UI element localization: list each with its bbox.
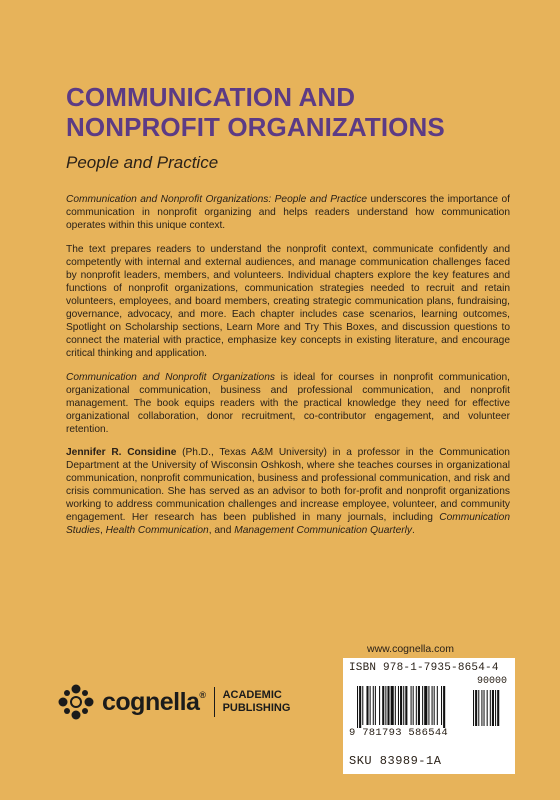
barcode-bar — [411, 686, 412, 725]
journal-3: Management Communication Quarterly — [234, 525, 413, 536]
barcode-bar — [413, 686, 414, 725]
isbn-label: ISBN 978-1-7935-8654-4 — [349, 662, 499, 674]
bio-separator-2: , and — [208, 525, 235, 536]
barcode-digits: 9 781793 586544 — [349, 727, 449, 739]
audience-text: is ideal for courses in nonprofit communication, organizational communication, business and professional communication, and nonprofit management. The book equips readers with the practical knowledge they need for effective organizational collaboration, donor recruitment, co-contributor engagement, and volunteer retention. — [66, 372, 510, 435]
imprint-line-2: PUBLISHING — [222, 702, 291, 714]
journal-1: Communication Studies — [66, 512, 510, 536]
barcode-bar — [387, 686, 389, 725]
paragraph-author-bio — [66, 446, 510, 537]
brand-name: cognella — [102, 687, 200, 716]
barcode-addon-bar — [492, 690, 494, 726]
barcode-panel — [343, 658, 515, 774]
imprint-line-1: ACADEMIC — [222, 689, 282, 701]
barcode-addon-bar — [484, 690, 485, 726]
barcode-bar — [424, 686, 427, 725]
barcode-addon-bar — [487, 690, 488, 726]
barcode-bar — [443, 686, 445, 728]
paragraph-description: The text prepares readers to understand the nonprofit context, communicate confidently and competently with internal and external audiences, and manage communication challenges faced by nonprofit leaders, members, and volunteers. Individual chapters explore the key features and functions of nonprofit organizations, communication strategies needed to recruit and retain volunteers, employees, and board members, creating strategic communication plans, fundraising, governance, advocacy, and more. Each chapter includes case scenarios, learning outcomes, Spotlight on Scholarship sections, Learn More and Try This Boxes, and discussion questions to connect the material with practice, emphasize key concepts in existing literature, and encourage critical thinking and application. — [66, 244, 510, 359]
bio-end: . — [412, 525, 415, 536]
barcode-bar — [391, 686, 394, 725]
registered-mark: ® — [199, 689, 206, 700]
cognella-flower-icon — [56, 682, 96, 722]
price-code: 90000 — [476, 676, 507, 687]
barcode-bar — [379, 686, 380, 725]
barcode-addon-bar — [481, 690, 482, 726]
barcode-bar — [359, 686, 361, 728]
barcode-bar — [385, 686, 386, 725]
barcode-bar — [418, 686, 420, 725]
publisher-url: www.cognella.com — [367, 643, 454, 655]
barcode-bar — [422, 686, 423, 725]
author-name: Jennifer R. Considine — [66, 447, 177, 458]
barcode-bar — [370, 686, 371, 725]
barcode-bar — [441, 686, 442, 725]
barcode-addon-bar — [475, 690, 477, 726]
barcode-addon-bar — [497, 690, 499, 726]
book-title-italic: Communication and Nonprofit Organizations: People and Practice — [66, 194, 368, 205]
sku-label: SKU 83989-1A — [349, 754, 442, 768]
book-subtitle: People and Practice — [66, 153, 219, 172]
barcode-bar — [432, 686, 433, 725]
barcode-bar — [366, 686, 368, 725]
barcode-bar — [382, 686, 384, 725]
barcode-addon-bar — [473, 690, 474, 726]
logo-divider — [214, 687, 215, 717]
title-line-2: NONPROFIT ORGANIZATIONS — [66, 112, 445, 142]
title-line-1: COMMUNICATION AND — [66, 82, 356, 112]
book-title — [66, 82, 536, 142]
bio-separator-1: , — [99, 525, 106, 536]
barcode-bar — [428, 686, 429, 725]
barcode-bar — [434, 686, 435, 725]
bio-text: (Ph.D., Texas A&M University) in a professor in the Communication Department at the University of Wisconsin Oshkosh, where she teaches courses in organizational communication, nonprofit communication, business and professional communication, and risk and crisis communication. She has served as an advisor to both for-profit and nonprofit organizations working to address communication challenges and increase employee, volunteer, and community engagement. Her research has been published in many journals, including — [66, 447, 510, 523]
blurb-text — [66, 193, 510, 548]
publisher-logo — [56, 680, 290, 724]
barcode-bar — [403, 686, 404, 725]
imprint-label — [223, 689, 291, 715]
barcode-bar — [400, 686, 402, 725]
barcode-addon-bar — [495, 690, 496, 726]
paragraph-audience — [66, 371, 510, 436]
barcode-graphic — [347, 674, 511, 728]
intro-text: underscores the importance of communication in nonprofit organizing and helps readers understand how communication operates within this unique context. — [66, 194, 510, 231]
barcode-bar — [357, 686, 358, 728]
paragraph-intro — [66, 193, 510, 232]
barcode-bar — [395, 686, 396, 725]
barcode-bar — [405, 686, 407, 725]
journal-2: Health Communication — [105, 525, 209, 536]
barcode-bar — [398, 686, 399, 725]
short-title-italic: Communication and Nonprofit Organizations — [66, 372, 275, 383]
barcode-bar — [362, 686, 363, 725]
barcode-addon-bar — [478, 690, 479, 726]
barcode-bar — [373, 686, 374, 725]
publisher-brand — [102, 688, 206, 717]
barcode-bar — [375, 686, 376, 725]
barcode-addon-bar — [490, 690, 491, 726]
barcode-bar — [437, 686, 438, 725]
barcode-bar — [416, 686, 417, 725]
